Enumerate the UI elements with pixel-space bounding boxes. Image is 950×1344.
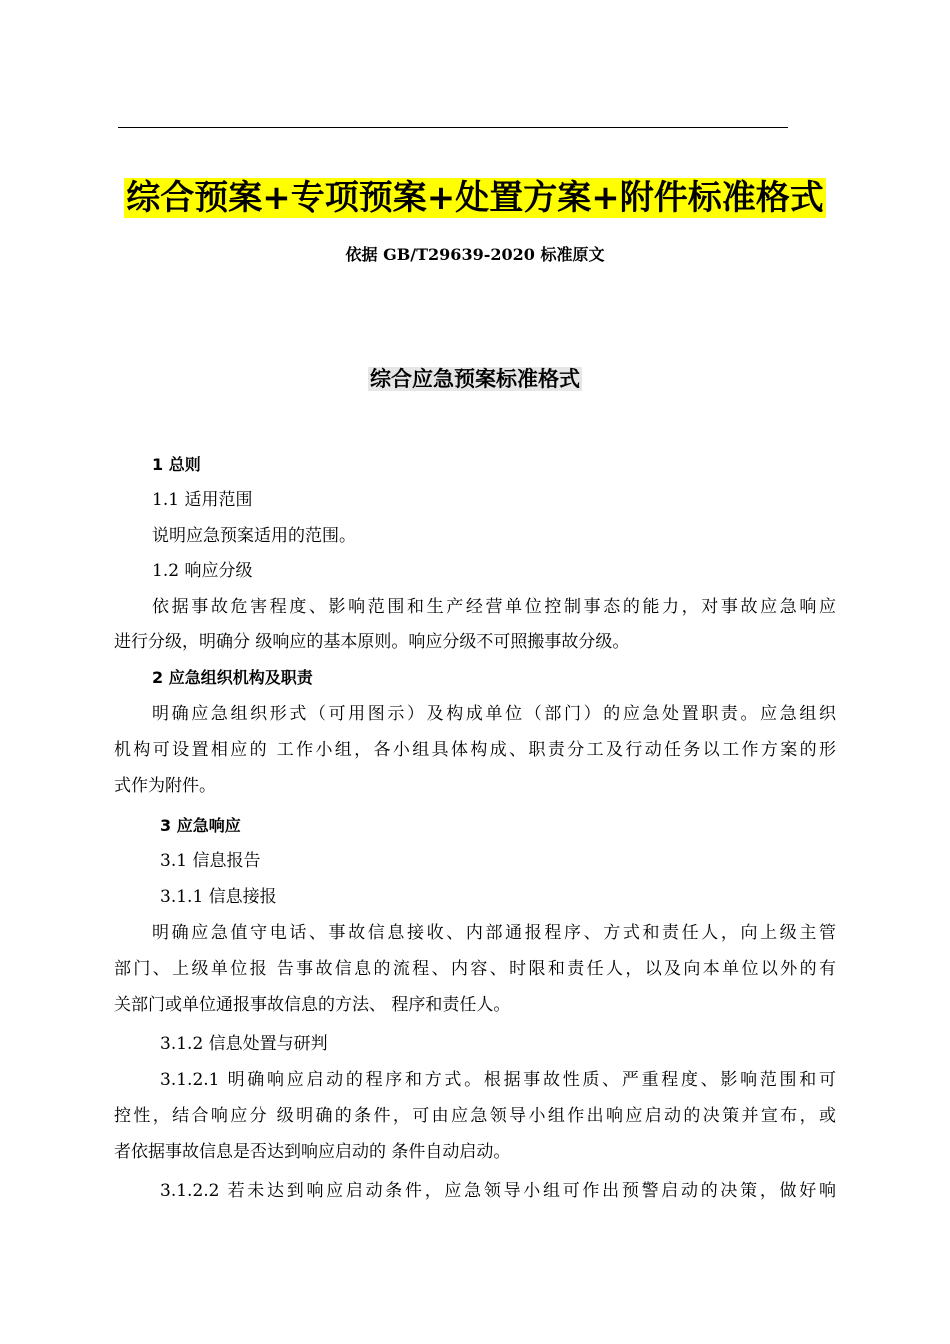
paragraph-line: 依据事故危害程度、影响范围和生产经营单位控制事态的能力，对事故应急响应 [152, 597, 836, 617]
paragraph-line: 者依据事故信息是否达到响应启动的 条件自动启动。 [114, 1142, 511, 1162]
paragraph-line: 3.1.2.1 明确响应启动的程序和方式。根据事故性质、严重程度、影响范围和可 [160, 1070, 836, 1090]
heading-1: 1 总则 [152, 455, 201, 474]
paragraph-line: 说明应急预案适用的范围。 [152, 526, 356, 546]
paragraph-line: 关部门或单位通报事故信息的方法、 程序和责任人。 [114, 995, 511, 1015]
paragraph-line: 进行分级，明确分 级响应的基本原则。响应分级不可照搬事故分级。 [114, 632, 630, 652]
heading-1-2: 1.2 响应分级 [152, 561, 253, 581]
section-title-text: 综合应急预案标准格式 [370, 367, 580, 391]
document-title [0, 172, 950, 224]
heading-1-1: 1.1 适用范围 [152, 490, 253, 510]
section-title [0, 364, 950, 394]
heading-2: 2 应急组织机构及职责 [152, 668, 313, 687]
paragraph-line: 控性，结合响应分 级明确的条件，可由应急领导小组作出响应启动的决策并宣布，或 [114, 1106, 836, 1126]
document-title-text: 综合预案+专项预案+处置方案+附件标准格式 [126, 178, 824, 218]
paragraph-line: 明确应急组织形式（可用图示）及构成单位（部门）的应急处置职责。应急组织 [152, 704, 836, 724]
paragraph-line: 明确应急值守电话、事故信息接收、内部通报程序、方式和责任人，向上级主管 [152, 923, 836, 943]
document-subtitle: 依据 GB/T29639-2020 标准原文 [345, 245, 605, 264]
heading-3-1-1: 3.1.1 信息接报 [160, 887, 277, 907]
heading-3: 3 应急响应 [160, 816, 241, 835]
paragraph-line: 式作为附件。 [114, 776, 216, 796]
header-rule [118, 127, 788, 128]
paragraph-line: 机构可设置相应的 工作小组，各小组具体构成、职责分工及行动任务以工作方案的形 [114, 740, 836, 760]
heading-3-1: 3.1 信息报告 [160, 851, 261, 871]
paragraph-line: 3.1.2.2 若未达到响应启动条件，应急领导小组可作出预警启动的决策，做好响 [160, 1181, 836, 1201]
heading-3-1-2: 3.1.2 信息处置与研判 [160, 1034, 328, 1054]
paragraph-line: 部门、上级单位报 告事故信息的流程、内容、时限和责任人，以及向本单位以外的有 [114, 959, 836, 979]
